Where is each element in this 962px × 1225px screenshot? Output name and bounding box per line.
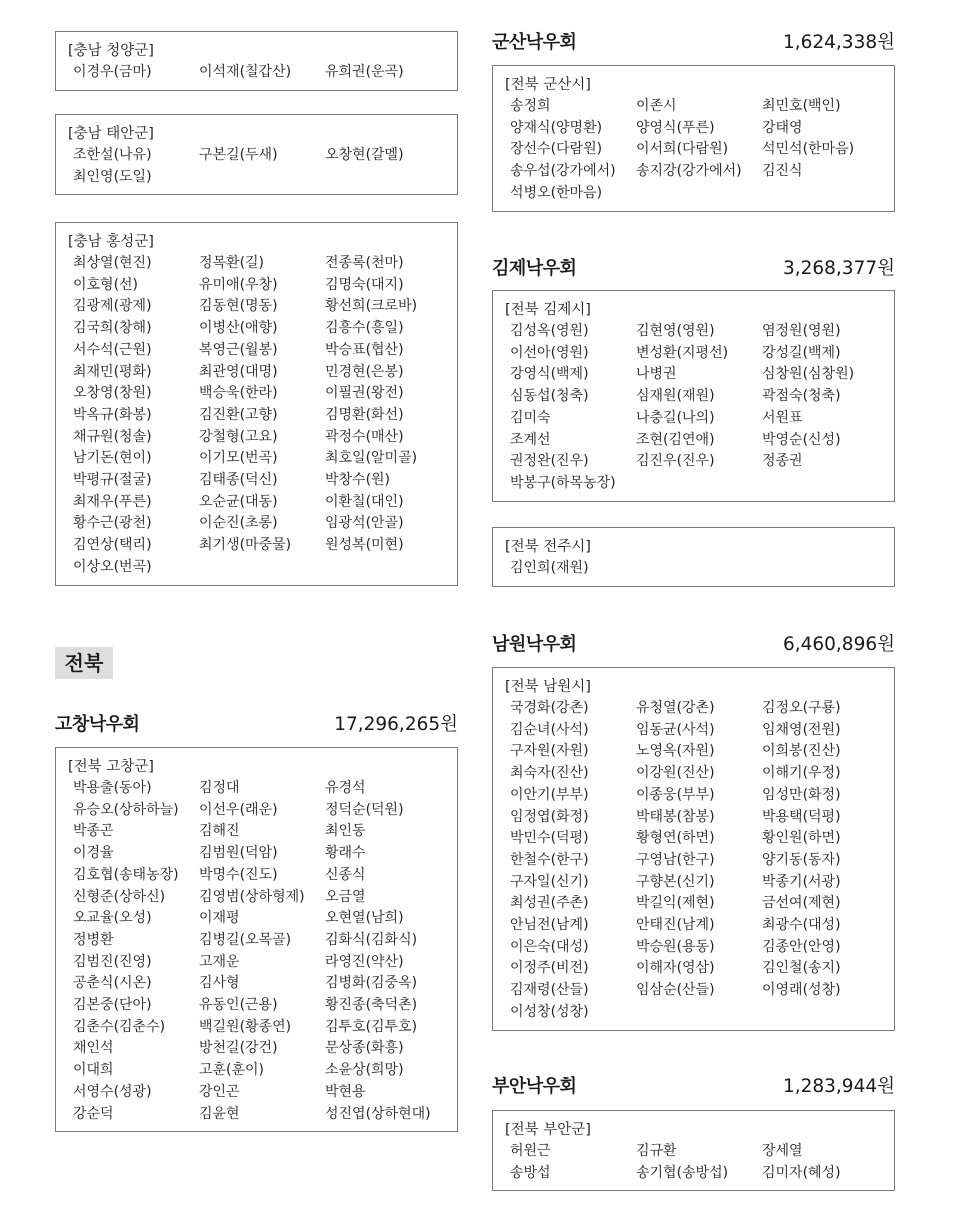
- member-name: 변성환(지평선): [636, 344, 729, 361]
- member-name: 유승오(상하하늘): [73, 801, 179, 818]
- group-name: 군산낙우회: [492, 32, 577, 53]
- member-name: 고재운: [199, 953, 240, 970]
- member-name: 이선아(영원): [510, 344, 589, 361]
- member-name: 오현열(남희): [325, 910, 404, 927]
- member-name: 오창영(창원): [73, 385, 152, 402]
- member-name: 신종식: [325, 866, 366, 883]
- member-name: 최인영(도일): [73, 168, 152, 185]
- member-name: 이대희: [73, 1062, 114, 1079]
- member-name: 나병권: [636, 366, 677, 383]
- member-name: 강영식(백제): [510, 366, 589, 383]
- member-name: 안님전(남계): [510, 917, 589, 934]
- member-name: 박창수(원): [325, 472, 391, 489]
- member-name: 금선여(제현): [762, 895, 841, 912]
- member-name: 김화식(김화식): [325, 931, 418, 948]
- member-name: 정병환: [73, 931, 114, 948]
- group-header: [492, 1072, 895, 1102]
- name-list: [68, 62, 449, 84]
- member-name: 송우섭(강가에서): [510, 163, 616, 180]
- member-name: 김인희(재원): [510, 560, 589, 576]
- member-name: 노영옥(자원): [636, 743, 715, 760]
- member-name: 유청열(강촌): [636, 700, 715, 716]
- member-name: 민경현(은봉): [325, 363, 404, 380]
- name-box: [55, 747, 458, 1132]
- member-name: 김정오(구룡): [762, 700, 841, 716]
- member-name: 황수근(광천): [73, 515, 152, 532]
- box-title: [충남 청양군]: [68, 43, 154, 59]
- member-name: 이환칠(대인): [325, 493, 404, 510]
- box-title: [충남 태안군]: [68, 126, 154, 142]
- member-name: 최성권(주촌): [510, 895, 589, 912]
- group-amount: 3,268,377원: [782, 258, 895, 279]
- member-name: 이기모(번곡): [199, 450, 278, 467]
- member-name: 구자원(자원): [510, 743, 589, 760]
- member-name: 심동섭(청축): [510, 388, 589, 405]
- member-name: 최상열(현진): [73, 255, 152, 271]
- group-header: [55, 710, 458, 740]
- member-name: 유미애(우창): [199, 276, 278, 293]
- member-name: 김병길(오목골): [199, 931, 292, 948]
- member-name: 최재우(푸른): [73, 493, 152, 510]
- member-name: 이재평: [199, 910, 240, 927]
- member-name: 서수석(근원): [73, 341, 152, 358]
- name-list: [505, 558, 886, 580]
- group-amount: 17,296,265원: [334, 714, 458, 735]
- member-name: 김병화(김중옥): [325, 975, 418, 992]
- member-name: 성진엽(상하현대): [325, 1105, 431, 1122]
- member-name: 이호형(선): [73, 276, 139, 293]
- member-name: 김성옥(영원): [510, 323, 589, 339]
- member-name: 박명수(진도): [199, 866, 278, 883]
- member-name: 김투호(김투호): [325, 1018, 418, 1035]
- member-name: 이필권(왕전): [325, 385, 404, 402]
- member-name: 김춘수(김춘수): [73, 1018, 166, 1035]
- member-name: 이영래(성창): [762, 982, 841, 999]
- member-name: 이해기(우정): [762, 765, 841, 782]
- member-name: 김재령(산들): [510, 982, 589, 999]
- box-title: [전북 부안군]: [505, 1122, 591, 1138]
- member-name: 복영근(월봉): [199, 341, 278, 358]
- member-name: 김진환(고향): [199, 406, 278, 423]
- member-name: 김동현(명동): [199, 298, 278, 315]
- member-name: 황래수: [325, 845, 366, 862]
- member-name: 심재원(재원): [636, 388, 715, 405]
- group-name: 남원낙우회: [492, 634, 577, 655]
- member-name: 박용택(덕평): [762, 808, 841, 825]
- member-name: 임채영(전원): [762, 721, 841, 738]
- member-name: 송지강(강가에서): [636, 163, 742, 180]
- member-name: 서영수(성광): [73, 1083, 152, 1100]
- member-name: 허원근: [510, 1143, 551, 1159]
- member-name: 김미자(혜성): [762, 1164, 841, 1181]
- member-name: 고훈(훈이): [199, 1062, 265, 1079]
- member-name: 강철형(고요): [199, 428, 278, 445]
- member-name: 김진우(진우): [636, 453, 715, 470]
- member-name: 권정완(진우): [510, 453, 589, 470]
- member-name: 최관영(대명): [199, 363, 278, 380]
- member-name: 안태진(남계): [636, 917, 715, 934]
- member-name: 이희봉(진산): [762, 743, 841, 760]
- member-name: 이종웅(부부): [636, 786, 715, 803]
- member-name: 이병산(애향): [199, 320, 278, 337]
- member-name: 장세열: [762, 1143, 803, 1159]
- member-name: 김현영(영원): [636, 323, 715, 339]
- member-name: 송방섭: [510, 1164, 551, 1181]
- member-name: 이경율: [73, 845, 114, 862]
- member-name: 박옥규(화봉): [73, 406, 152, 423]
- member-name: 한철수(한구): [510, 851, 589, 868]
- member-name: 이순진(초롱): [199, 515, 278, 532]
- member-name: 이서희(다람원): [636, 141, 729, 158]
- member-name: 정덕순(덕원): [325, 801, 404, 818]
- member-name: 이은숙(대성): [510, 938, 589, 955]
- name-list: [505, 96, 886, 205]
- member-name: 곽정수(매산): [325, 428, 404, 445]
- box-title: [전북 군산시]: [505, 77, 591, 93]
- member-name: 오교율(오성): [73, 910, 152, 927]
- member-name: 임광석(안골): [325, 515, 404, 532]
- member-name: 박영순(신성): [762, 431, 841, 448]
- member-name: 김인철(송지): [762, 960, 841, 977]
- group-name: 김제낙우회: [492, 258, 577, 279]
- member-name: 박길익(제현): [636, 895, 715, 912]
- name-list: [505, 1141, 886, 1184]
- member-name: 최민호(백인): [762, 98, 841, 114]
- member-name: 송정희: [510, 98, 551, 114]
- group-amount: 6,460,896원: [782, 634, 895, 655]
- member-name: 석민석(한마음): [762, 141, 855, 158]
- member-name: 김광제(광제): [73, 298, 152, 315]
- member-name: 김범진(진영): [73, 953, 152, 970]
- member-name: 염정원(영원): [762, 323, 841, 339]
- member-name: 구향본(신기): [636, 873, 715, 890]
- member-name: 이석재(칠갑산): [199, 64, 292, 80]
- member-name: 임정엽(화정): [510, 808, 589, 825]
- member-name: 장선수(다람원): [510, 141, 603, 158]
- member-name: 김본중(단아): [73, 997, 152, 1014]
- member-name: 강태영: [762, 119, 803, 136]
- name-list: [68, 145, 449, 188]
- member-name: 방천길(강건): [199, 1040, 278, 1057]
- member-name: 유동인(근용): [199, 997, 278, 1014]
- member-name: 김미숙: [510, 409, 551, 426]
- name-box: [492, 1110, 895, 1191]
- member-name: 최재민(평화): [73, 363, 152, 380]
- member-name: 유경석: [325, 780, 366, 796]
- member-name: 김종안(안영): [762, 938, 841, 955]
- member-name: 황선희(크로바): [325, 298, 418, 315]
- name-list: [505, 321, 886, 495]
- name-box: [492, 527, 895, 587]
- member-name: 김정대: [199, 780, 240, 796]
- member-name: 신형준(상하신): [73, 888, 166, 905]
- member-name: 최인동: [325, 823, 366, 840]
- group-amount: 1,283,944원: [782, 1076, 895, 1097]
- name-list: [68, 778, 449, 1125]
- member-name: 최숙자(진산): [510, 765, 589, 782]
- member-name: 정종권: [762, 453, 803, 470]
- member-name: 박승원(용동): [636, 938, 715, 955]
- member-name: 박봉구(하목농장): [510, 474, 616, 491]
- box-title: [충남 홍성군]: [68, 234, 154, 250]
- member-name: 송기협(송방섭): [636, 1164, 729, 1181]
- box-title: [전북 전주시]: [505, 539, 591, 555]
- member-name: 채인석: [73, 1040, 114, 1057]
- member-name: 소윤상(희망): [325, 1062, 404, 1079]
- member-name: 양기동(동자): [762, 851, 841, 868]
- member-name: 박평규(절굴): [73, 472, 152, 489]
- member-name: 석병오(한마음): [510, 184, 603, 201]
- member-name: 박태봉(참봉): [636, 808, 715, 825]
- member-name: 국경화(강촌): [510, 700, 589, 716]
- member-name: 황인원(하면): [762, 830, 841, 847]
- member-name: 김사형: [199, 975, 240, 992]
- name-box: [55, 222, 458, 586]
- member-name: 강성길(백제): [762, 344, 841, 361]
- member-name: 남기돈(현이): [73, 450, 152, 467]
- member-name: 문상종(화흥): [325, 1040, 404, 1057]
- name-list: [68, 253, 449, 579]
- group-name: 고창낙우회: [55, 714, 140, 735]
- member-name: 전종록(천마): [325, 255, 404, 271]
- name-list: [505, 698, 886, 1024]
- member-name: 이해자(영삼): [636, 960, 715, 977]
- member-name: 이안기(부부): [510, 786, 589, 803]
- member-name: 김규환: [636, 1143, 677, 1159]
- member-name: 김호협(송태농장): [73, 866, 179, 883]
- member-name: 이강원(진산): [636, 765, 715, 782]
- member-name: 조계선: [510, 431, 551, 448]
- member-name: 김범원(덕암): [199, 845, 278, 862]
- name-box: [492, 65, 895, 212]
- member-name: 라영진(약산): [325, 953, 404, 970]
- member-name: 황진종(축덕촌): [325, 997, 418, 1014]
- member-name: 채규원(청솔): [73, 428, 152, 445]
- member-name: 최호일(알미골): [325, 450, 418, 467]
- member-name: 박현용: [325, 1083, 366, 1100]
- name-box: [492, 667, 895, 1031]
- member-name: 곽점숙(청축): [762, 388, 841, 405]
- member-name: 박종곤: [73, 823, 114, 840]
- member-name: 김진식: [762, 163, 803, 180]
- member-name: 오창현(갈멜): [325, 147, 404, 163]
- member-name: 김태종(덕신): [199, 472, 278, 489]
- member-name: 김국희(창해): [73, 320, 152, 337]
- name-box: [492, 290, 895, 502]
- member-name: 백승욱(한라): [199, 385, 278, 402]
- member-name: 이존시: [636, 98, 677, 114]
- member-name: 최기생(마중물): [199, 537, 292, 554]
- member-name: 나충길(나의): [636, 409, 715, 426]
- member-name: 황형연(하면): [636, 830, 715, 847]
- member-name: 강인곤: [199, 1083, 240, 1100]
- member-name: 김윤현: [199, 1105, 240, 1122]
- member-name: 이경우(금마): [73, 64, 152, 80]
- box-title: [전북 김제시]: [505, 302, 591, 318]
- name-box: [55, 114, 458, 195]
- member-name: 박종기(서광): [762, 873, 841, 890]
- member-name: 백길원(황종연): [199, 1018, 292, 1035]
- name-box: [55, 31, 458, 91]
- member-name: 오순균(대동): [199, 493, 278, 510]
- member-name: 최광수(대성): [762, 917, 841, 934]
- member-name: 강순덕: [73, 1105, 114, 1122]
- member-name: 박승표(협산): [325, 341, 404, 358]
- member-name: 임성만(화정): [762, 786, 841, 803]
- member-name: 김흥수(흥일): [325, 320, 404, 337]
- member-name: 박민수(덕평): [510, 830, 589, 847]
- box-title: [전북 고창군]: [68, 759, 154, 775]
- member-name: 유희권(운곡): [325, 64, 404, 80]
- member-name: 양영식(푸른): [636, 119, 715, 136]
- box-title: [전북 남원시]: [505, 679, 591, 695]
- member-name: 구자일(신기): [510, 873, 589, 890]
- member-name: 박용출(동아): [73, 780, 152, 796]
- member-name: 김명숙(대지): [325, 276, 404, 293]
- member-name: 이선우(래운): [199, 801, 278, 818]
- member-name: 임동균(사석): [636, 721, 715, 738]
- member-name: 서원표: [762, 409, 803, 426]
- member-name: 구본길(두새): [199, 147, 278, 163]
- member-name: 정목환(길): [199, 255, 265, 271]
- member-name: 임삼순(산들): [636, 982, 715, 999]
- member-name: 이상오(번곡): [73, 558, 152, 575]
- member-name: 김영범(상하형제): [199, 888, 305, 905]
- member-name: 오금열: [325, 888, 366, 905]
- group-header: [492, 630, 895, 660]
- member-name: 조현(김연애): [636, 431, 715, 448]
- group-header: [492, 28, 895, 58]
- member-name: 이정주(비전): [510, 960, 589, 977]
- group-amount: 1,624,338원: [782, 32, 895, 53]
- member-name: 구영남(한구): [636, 851, 715, 868]
- member-name: 공춘식(시온): [73, 975, 152, 992]
- group-name: 부안낙우회: [492, 1076, 577, 1097]
- member-name: 조한설(나유): [73, 147, 152, 163]
- member-name: 원성복(미현): [325, 537, 404, 554]
- region-tag: 전북: [55, 647, 113, 679]
- member-name: 김연상(택리): [73, 537, 152, 554]
- member-name: 양재식(양명환): [510, 119, 603, 136]
- member-name: 김해진: [199, 823, 240, 840]
- member-name: 이성창(성창): [510, 1003, 589, 1020]
- member-name: 김순녀(사석): [510, 721, 589, 738]
- group-header: [492, 254, 895, 284]
- member-name: 김명환(화선): [325, 406, 404, 423]
- member-name: 심창원(심창원): [762, 366, 855, 383]
